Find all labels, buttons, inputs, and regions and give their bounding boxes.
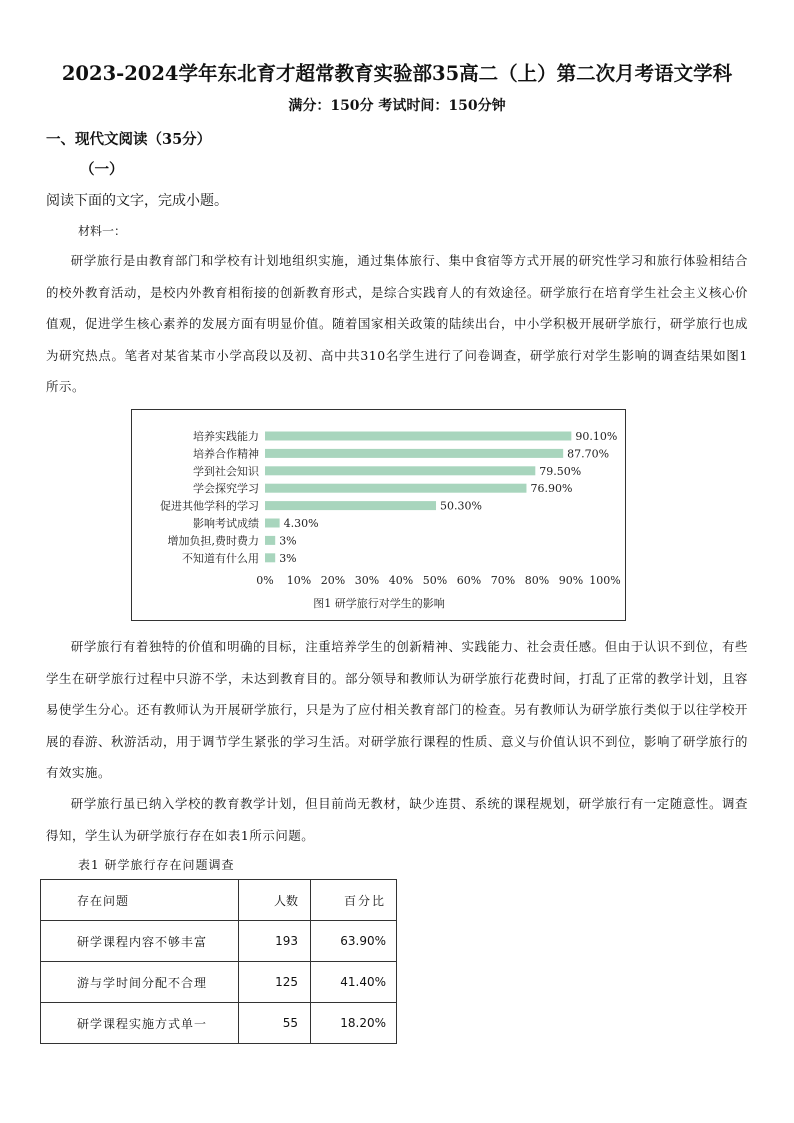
table-header-cell: 存在问题 xyxy=(41,880,239,921)
tick-label: 30% xyxy=(354,574,380,587)
table-cell: 研学课程实施方式单一 xyxy=(41,1003,239,1044)
exam-title: 2023-2024学年东北育才超常教育实验部35高二（上）第二次月考语文学科 xyxy=(61,62,733,85)
category-label: 培养实践能力 xyxy=(193,430,259,443)
data-label: 4.30% xyxy=(283,517,319,530)
table-caption: 表1 研学旅行存在问题调查 xyxy=(78,858,235,872)
tick-label: 80% xyxy=(524,574,550,587)
table-header-cell: 人数 xyxy=(239,880,311,921)
table-header-row xyxy=(41,880,397,921)
bar xyxy=(265,484,526,493)
data-label: 3% xyxy=(279,551,297,565)
category-label: 培养合作精神 xyxy=(193,447,259,461)
paragraph-3: 研学旅行虽已纳入学校的教育教学计划，但目前尚无教材，缺少连贯、系统的课程规划，研学旅行有一定随意性。调查得知，学生认为研学旅行存在如表1所示问题。 xyxy=(46,796,748,843)
subsection-heading: （一） xyxy=(80,161,124,178)
category-label: 影响考试成绩 xyxy=(193,517,259,530)
chart-title: 图1 研学旅行对学生的影响 xyxy=(313,597,445,610)
chart-figure xyxy=(131,409,626,621)
tick-label: 70% xyxy=(490,574,516,587)
bar xyxy=(265,553,275,562)
category-label: 不知道有什么用 xyxy=(182,551,259,565)
table-cell: 研学课程内容不够丰富 xyxy=(41,921,239,962)
data-label: 79.50% xyxy=(539,464,582,478)
tick-label: 40% xyxy=(388,574,414,587)
category-label: 增加负担,费时费力 xyxy=(167,534,259,548)
bar xyxy=(265,432,571,441)
table-row xyxy=(41,1003,397,1044)
bar xyxy=(265,536,275,545)
section-heading: 一、现代文阅读（35分） xyxy=(46,131,212,148)
paragraph-1: 研学旅行是由教育部门和学校有计划地组织实施，通过集体旅行、集中食宿等方式开展的研究性学习和旅行体验相结合的校外教育活动，是校内外教育相衔接的创新教育形式，是综合实践育人的有效途径。研学旅行在培育学生社会主义核心价值观，促进学生核心素养的发展方面有明显价值。随着国家相关政策的陆续出台，中小学积极开展研学旅行，研学旅行也成为研究热点。笔者对某省某市小学高段以及初、高中共310名学生进行了问卷调查，研学旅行对学生影响的调查结果如图1所示。 xyxy=(46,253,748,394)
reading-instruction: 阅读下面的文字，完成小题。 xyxy=(46,193,228,209)
tick-label: 20% xyxy=(320,574,346,587)
table-cell: 18.20% xyxy=(311,1003,397,1044)
tick-label: 100% xyxy=(589,574,621,587)
table-cell: 游与学时间分配不合理 xyxy=(41,962,239,1003)
table-row xyxy=(41,921,397,962)
category-label: 学到社会知识 xyxy=(193,464,259,478)
tick-label: 0% xyxy=(256,574,274,587)
data-label: 50.30% xyxy=(440,499,482,513)
survey-table xyxy=(40,879,397,1044)
tick-label: 90% xyxy=(558,574,584,587)
table-header-cell: 百分比 xyxy=(311,880,397,921)
data-label: 87.70% xyxy=(567,447,610,461)
table-cell: 55 xyxy=(239,1003,311,1044)
tick-label: 60% xyxy=(456,574,482,587)
table-row xyxy=(41,962,397,1003)
table-cell: 63.90% xyxy=(311,921,397,962)
table-cell: 193 xyxy=(239,921,311,962)
exam-subtitle: 满分：150分 考试时间：150分钟 xyxy=(288,98,506,114)
tick-label: 50% xyxy=(422,574,448,587)
bar xyxy=(265,501,436,510)
category-label: 促进其他学科的学习 xyxy=(160,499,259,513)
paragraph-2: 研学旅行有着独特的价值和明确的目标，注重培养学生的创新精神、实践能力、社会责任感。但由于认识不到位，有些学生在研学旅行过程中只游不学，未达到教育目的。部分领导和教师认为研学旅行花费时间，打乱了正常的教学计划，且容易使学生分心。还有教师认为开展研学旅行，只是为了应付相关教育部门的检查。另有教师认为研学旅行类似于以往学校开展的春游、秋游活动，用于调节学生紧张的学习生活。对研学旅行课程的性质、意义与价值认识不到位，影响了研学旅行的有效实施。 xyxy=(46,639,748,780)
category-label: 学会探究学习 xyxy=(193,482,259,496)
bar xyxy=(265,449,563,458)
data-label: 3% xyxy=(279,534,297,548)
data-label: 76.90% xyxy=(530,482,573,496)
bar xyxy=(265,519,280,528)
table-cell: 41.40% xyxy=(311,962,397,1003)
bar-chart xyxy=(132,410,627,622)
tick-label: 10% xyxy=(286,574,312,587)
data-label: 90.10% xyxy=(575,430,618,443)
bar xyxy=(265,466,535,475)
material-label: 材料一： xyxy=(78,224,127,238)
table-cell: 125 xyxy=(239,962,311,1003)
